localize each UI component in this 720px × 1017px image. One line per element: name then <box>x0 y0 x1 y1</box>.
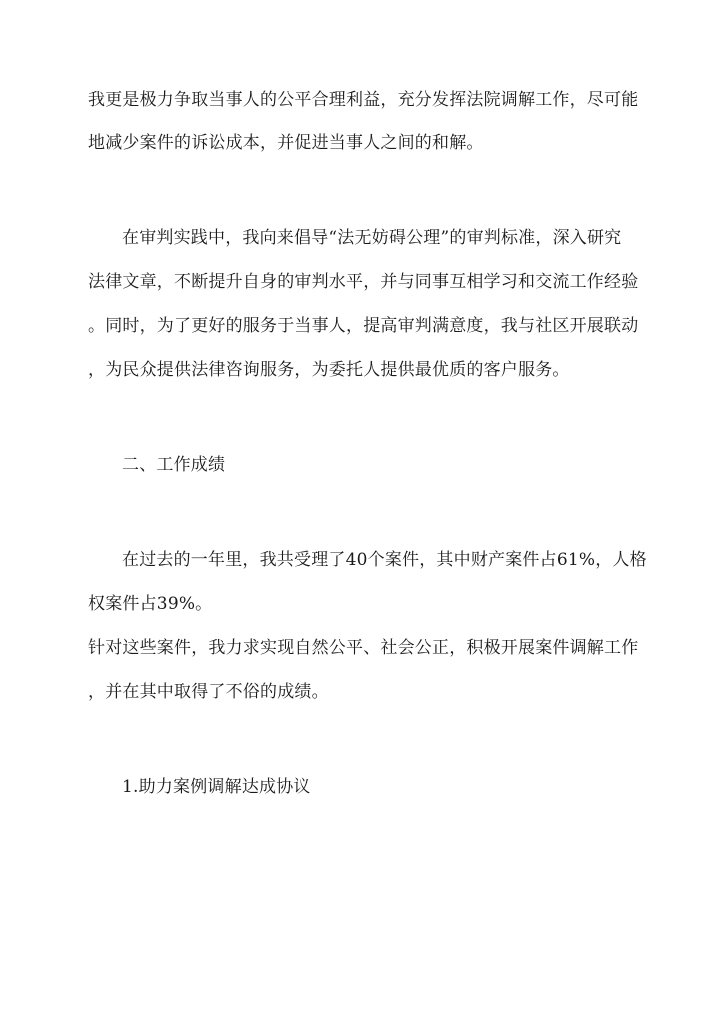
paragraph-3-line-3: 针对这些案件，我力求实现自然公平、社会公正，积极开展案件调解工作 <box>88 638 639 658</box>
paragraph-1-line-1: 我更是极力争取当事人的公平合理利益，充分发挥法院调解工作，尽可能 <box>88 90 639 110</box>
paragraph-2-line-3: 。同时，为了更好的服务于当事人，提高审判满意度，我与社区开展联动 <box>88 316 639 336</box>
paragraph-3-line-2: 权案件占39%。 <box>88 594 213 614</box>
paragraph-1-line-2: 地减少案件的诉讼成本，并促进当事人之间的和解。 <box>88 133 484 153</box>
section-heading-work-results: 二、工作成绩 <box>122 455 226 475</box>
paragraph-2-line-4: ，为民众提供法律咨询服务，为委托人提供最优质的客户服务。 <box>88 360 570 380</box>
paragraph-3-line-1: 在过去的一年里，我共受理了40个案件，其中财产案件占61%，人格 <box>122 550 647 570</box>
paragraph-2-line-1: 在审判实践中，我向来倡导“法无妨碍公理”的审判标准，深入研究 <box>122 228 622 248</box>
paragraph-3-line-4: ，并在其中取得了不俗的成绩。 <box>88 682 329 702</box>
paragraph-2-line-2: 法律文章，不断提升自身的审判水平，并与同事互相学习和交流工作经验 <box>88 272 639 292</box>
subheading-mediation-agreement: 1.助力案例调解达成协议 <box>122 777 311 797</box>
